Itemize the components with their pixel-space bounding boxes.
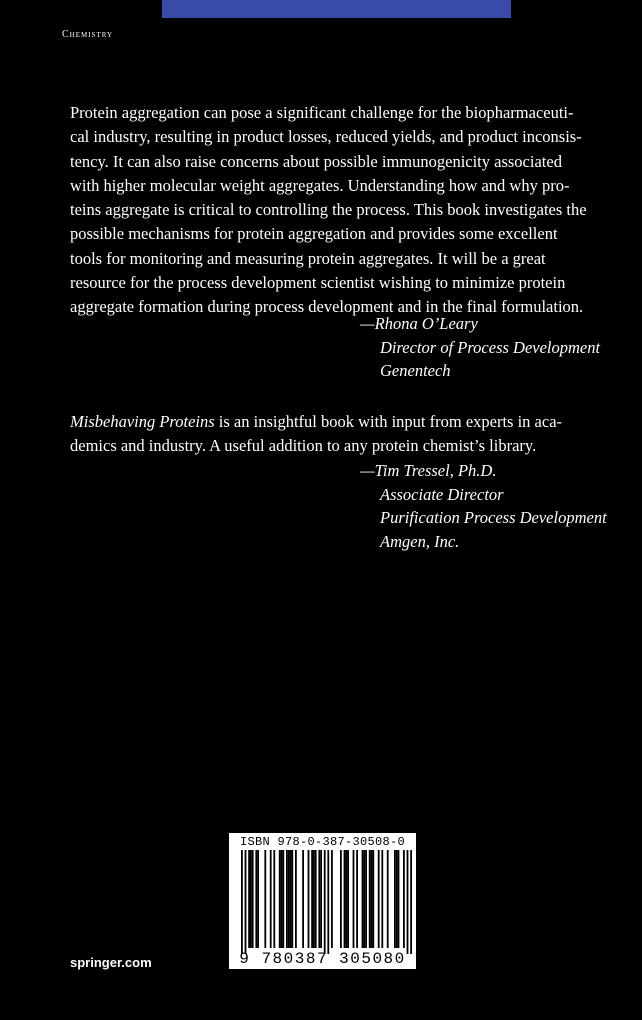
barcode-bar (315, 850, 317, 948)
barcode-bar (320, 850, 322, 948)
barcode-bar (311, 850, 313, 948)
barcode-bar (347, 850, 349, 948)
blurb-line: resource for the process development scientist wishing to minimize protein (70, 273, 566, 293)
barcode-bar (353, 850, 355, 948)
barcode-bar (365, 850, 367, 948)
barcode-bar (324, 850, 326, 954)
blurb-text: is an insightful book with input from experts in aca- (214, 412, 563, 431)
reviewer-title: Director of Process Development (380, 337, 601, 357)
barcode-bar (362, 850, 364, 948)
barcode-bar (257, 850, 259, 948)
barcode-bar (381, 850, 383, 948)
barcode-bar (250, 850, 252, 948)
reviewer-name: —Tim Tressel, Ph.D. (360, 461, 497, 480)
reviewer-company: Genentech (380, 361, 451, 380)
barcode-bar (398, 850, 400, 948)
barcode-bar (248, 850, 250, 948)
barcode-bar (363, 850, 365, 948)
barcode-bar (344, 850, 346, 948)
barcode-bar (264, 850, 266, 948)
barcode-bar (396, 850, 398, 948)
top-color-band (162, 0, 511, 18)
reviewer-company: Amgen, Inc. (380, 531, 460, 551)
blurb-line: demics and industry. A useful addition to any protein chemist’s library. (70, 436, 537, 456)
barcode-bar (273, 850, 275, 948)
ean-digits: 9 780387 305080 (239, 950, 406, 968)
barcode-bar (252, 850, 254, 948)
barcode-bar (281, 850, 283, 948)
blurb-line: Protein aggregation can pose a significant challenge for the biopharmaceuti- (70, 103, 574, 122)
blurb-line: aggregate formation during process development and in the final formulation. (70, 297, 584, 317)
barcode-bar (286, 850, 288, 948)
barcode-bar (403, 850, 405, 948)
barcode-bar (290, 850, 292, 948)
blurb-line: possible mechanisms for protein aggregation and provides some excellent (70, 224, 558, 244)
barcode-bar (270, 850, 272, 948)
barcode-bar (356, 850, 358, 948)
barcode-bar (340, 850, 342, 948)
barcode-bar (387, 850, 389, 948)
barcode-bar (302, 850, 304, 948)
barcode-bar (279, 850, 281, 948)
blurb-line: cal industry, resulting in product losses, reduced yields, and product inconsis- (70, 127, 582, 147)
barcode-bar (345, 850, 347, 948)
barcode-bar (369, 850, 371, 948)
attribution-1 (360, 312, 600, 383)
isbn-label: ISBN 978-0-387-30508-0 (239, 835, 406, 849)
blurb-line: tency. It can also raise concerns about possible immunogenicity associated (70, 151, 562, 171)
barcode-bar (291, 850, 293, 948)
blurb-line: tools for monitoring and measuring protein aggregates. It will be a great (70, 248, 546, 268)
barcode-bar (372, 850, 374, 948)
barcode-bar (327, 850, 329, 954)
book-title: Misbehaving Proteins (70, 412, 215, 431)
reviewer-department: Purification Process Development (380, 508, 607, 527)
blurb-line (70, 410, 602, 434)
reviewer-name: —Rhona O’Leary (360, 314, 478, 333)
barcode-bar (282, 850, 284, 948)
attribution-2 (360, 459, 607, 553)
blurb-line: teins aggregate is critical to controlling the process. This book investigates the (70, 200, 587, 220)
review-blurb-2 (70, 410, 602, 459)
barcode-bar (407, 850, 409, 954)
barcode-bar (410, 850, 412, 954)
publisher-url: springer.com (70, 955, 152, 970)
barcode-bar (318, 850, 320, 948)
barcode-bar (288, 850, 290, 948)
barcode-bar (331, 850, 333, 948)
barcode-bar (255, 850, 257, 948)
barcode-bar (371, 850, 373, 948)
barcode-bar (308, 850, 310, 948)
barcode-bar (394, 850, 396, 948)
barcode-bar (295, 850, 297, 948)
barcode-bar (245, 850, 247, 954)
isbn-barcode (229, 833, 416, 969)
category-label: Chemistry (62, 29, 114, 40)
barcode-bar (313, 850, 315, 948)
review-blurb-1 (70, 101, 602, 320)
barcode-bar (378, 850, 380, 948)
reviewer-title: Associate Director (380, 484, 504, 504)
blurb-line: with higher molecular weight aggregates. Understanding how and why pro- (70, 175, 570, 195)
barcode-bar (241, 850, 243, 954)
barcode-bars (229, 850, 416, 954)
